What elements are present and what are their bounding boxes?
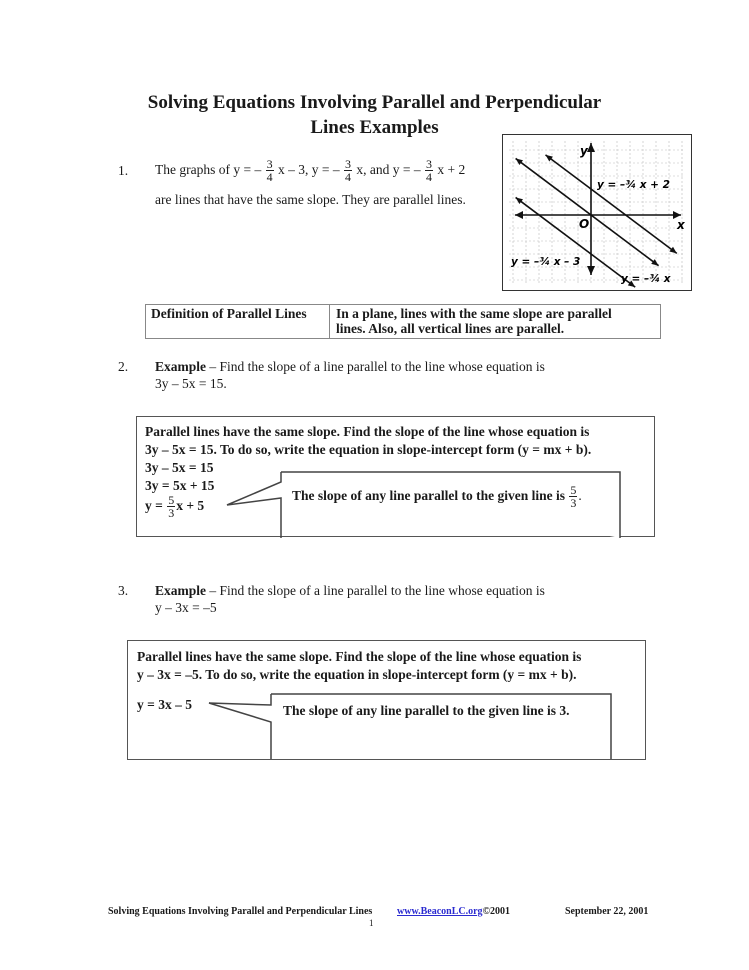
example-label: Example	[155, 359, 207, 374]
item-3-prompt	[155, 582, 545, 600]
graph-canvas	[503, 135, 690, 289]
example-2-callout-text: The slope of any line parallel to the given line is $\frac{5}{3}$ .	[292, 483, 582, 511]
item-2-prompt-text: – Find the slope of a line parallel to the line whose equation is	[206, 359, 545, 374]
line-label-plus-2: y = –¾ x + 2	[597, 179, 670, 191]
fraction-3-4: $\frac{3}{4}$	[266, 157, 273, 185]
definition-term: Definition of Parallel Lines	[146, 305, 330, 338]
page-number: 1	[369, 918, 374, 928]
line-zero	[516, 158, 659, 265]
y-axis-arrow-down	[587, 266, 595, 275]
title-line-1: Solving Equations Involving Parallel and Perpendicular	[147, 92, 602, 113]
x-axis-label: x	[677, 218, 685, 232]
fraction-3-4: $\frac{3}{4}$	[425, 157, 432, 185]
fraction-5-3: $\frac{5}{3}$	[168, 493, 175, 521]
example-label: Example	[155, 583, 207, 598]
item-1-eq1-tail: x – 3, y = –	[277, 162, 340, 177]
footer-date: September 22, 2001	[565, 906, 649, 917]
line-label-zero: y = –¾ x	[621, 273, 671, 285]
item-1-eq3-tail: x + 2	[437, 162, 466, 177]
item-3-number: 3.	[118, 583, 129, 598]
origin-label: O	[579, 217, 590, 231]
definition-text-line-1: In a plane, lines with the same slope are parallel	[336, 306, 612, 321]
example-2-step-2: 3y = 5x + 15	[145, 478, 215, 493]
example-3-callout-text: The slope of any line parallel to the given line is 3.	[283, 703, 570, 718]
title-line-2: Lines Examples	[310, 117, 439, 138]
definition-text-line-2: lines. Also, all vertical lines are parallel.	[336, 321, 565, 336]
footer-link[interactable]: www.BeaconLC.org	[397, 906, 483, 917]
example-2-step-3: y = $\frac{5}{3}$ x + 5	[145, 493, 205, 521]
y-axis-label: y	[580, 144, 588, 158]
footer-copyright: ©2001	[482, 906, 511, 917]
example-3-box-line-1: Parallel lines have the same slope. Find the slope of the line whose equation is	[137, 649, 582, 664]
item-2-equation: 3y – 5x = 15.	[155, 376, 227, 391]
example-2-box-line-2: 3y – 5x = 15. To do so, write the equation in slope-intercept form (y = mx + b).	[145, 442, 592, 457]
fraction-3-4: $\frac{3}{4}$	[344, 157, 351, 185]
definition-table	[145, 304, 661, 339]
example-2-step-1: 3y – 5x = 15	[145, 460, 214, 475]
item-1-statement	[155, 156, 465, 184]
item-3-equation: y – 3x = –5	[155, 600, 217, 615]
item-2-prompt	[155, 358, 545, 376]
item-3-prompt-text: – Find the slope of a line parallel to the line whose equation is	[206, 583, 545, 598]
item-1-eq2-tail: x, and y = –	[356, 162, 421, 177]
example-3-step-1: y = 3x – 5	[137, 697, 192, 712]
line-label-minus-3: y = –¾ x – 3	[511, 256, 581, 268]
item-1-lead: The graphs of y = –	[155, 162, 262, 177]
y-axis-arrow-up	[587, 143, 595, 152]
item-2-number: 2.	[118, 359, 129, 374]
example-3-box-line-2: y – 3x = –5. To do so, write the equation in slope-intercept form (y = mx + b).	[137, 667, 577, 682]
footer-link-block	[397, 906, 510, 917]
item-1-line-2: are lines that have the same slope. They are parallel lines.	[155, 192, 466, 207]
item-1-number: 1.	[118, 163, 129, 178]
example-2-box-line-1: Parallel lines have the same slope. Find the slope of the line whose equation is	[145, 424, 590, 439]
fraction-5-3: $\frac{5}{3}$	[570, 483, 577, 511]
footer-title: Solving Equations Involving Parallel and Perpendicular Lines	[108, 906, 373, 917]
x-axis-arrow-left	[515, 211, 523, 219]
parallel-lines-graph	[502, 134, 692, 291]
page-title	[0, 90, 749, 140]
definition-text	[330, 305, 660, 338]
